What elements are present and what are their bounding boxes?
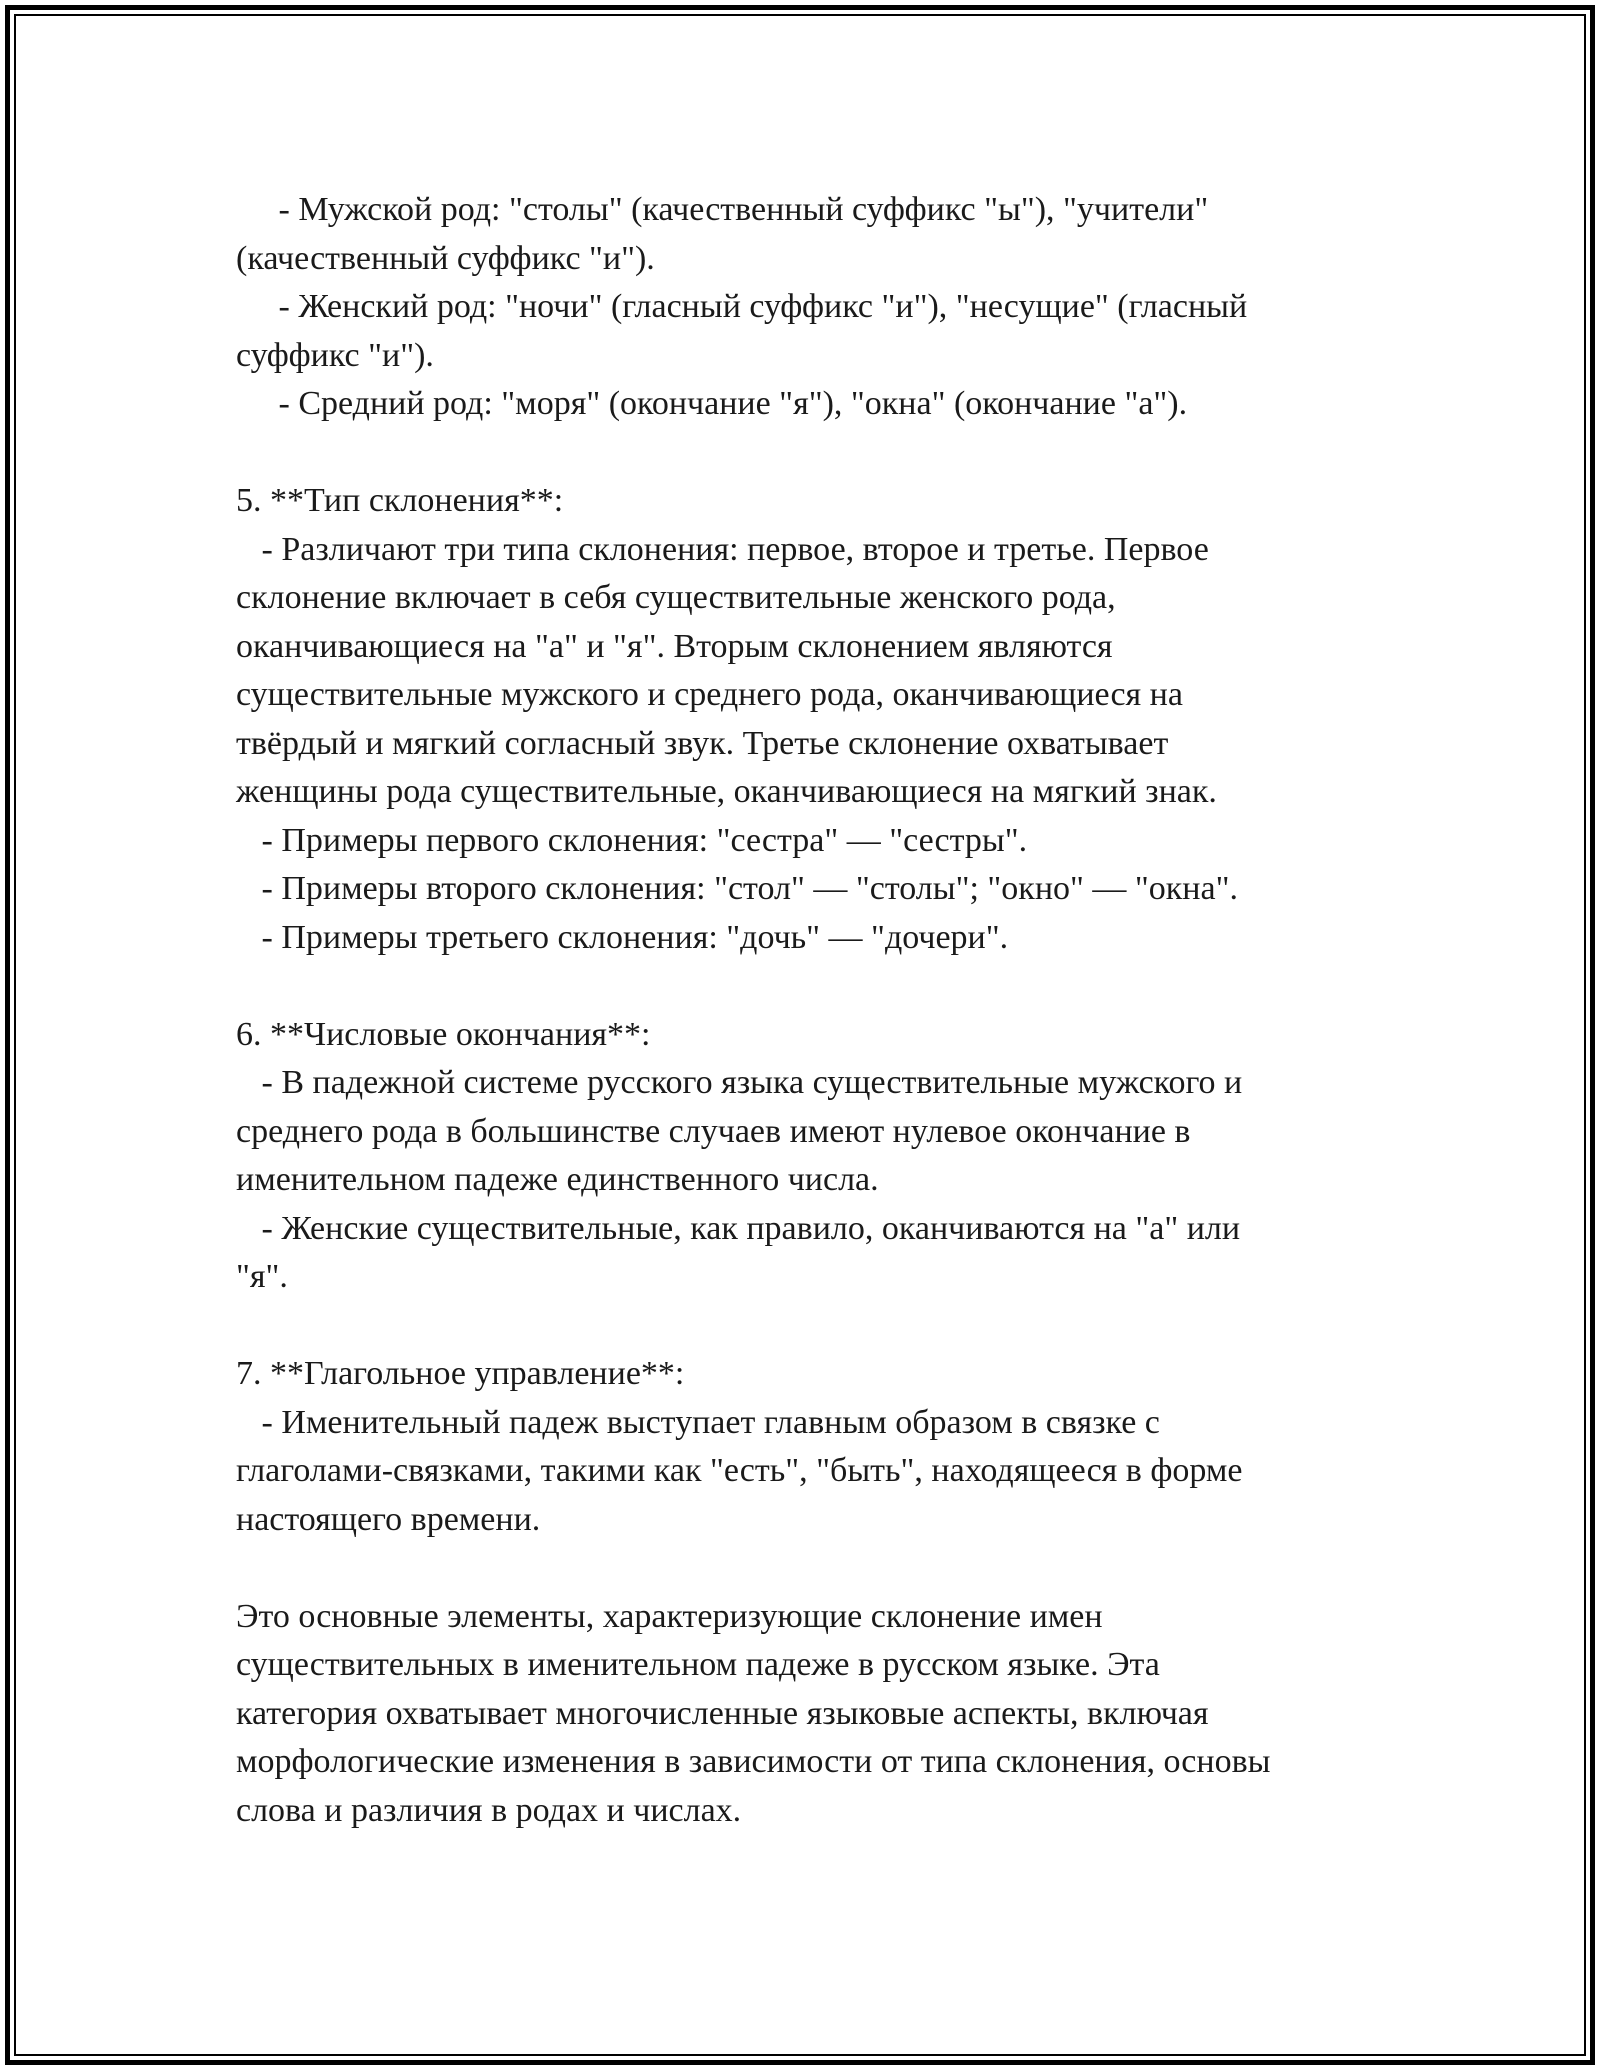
text-line: - Примеры второго склонения: "стол" — "столы"; "окно" — "окна". [236, 870, 1238, 907]
conclusion-line: Это основные элементы, характеризующие склонение имен [236, 1597, 1103, 1635]
section-heading: 5. **Тип склонения**: [236, 482, 564, 519]
blank-line [236, 429, 1366, 478]
text-line: - Примеры первого склонения: "сестра" — "сестры". [236, 821, 1028, 859]
blank-line [236, 962, 1366, 1011]
conclusion-line: морфологические изменения в зависимости от типа склонения, основы [236, 1743, 1271, 1780]
section-heading: 7. **Глагольное управление**: [236, 1355, 685, 1392]
text-line: среднего рода в большинстве случаев имеют нулевое окончание в [236, 1112, 1191, 1150]
text-line: именительном падеже единственного числа. [236, 1161, 879, 1198]
text-line: - Мужской род: "столы" (качественный суффикс "ы"), "учители" [236, 191, 1209, 228]
text-line: - Именительный падеж выступает главным образом в связке с [236, 1403, 1160, 1441]
text-line: (качественный суффикс "и"). [236, 239, 655, 277]
text-line: - Женский род: "ночи" (гласный суффикс "и"), "несущие" (гласный [236, 288, 1248, 325]
blank-line [236, 1544, 1366, 1593]
blank-line [236, 1302, 1366, 1351]
text-line: женщины рода существительные, оканчивающиеся на мягкий знак. [236, 773, 1217, 810]
text-line: - Женские существительные, как правило, оканчиваются на "а" или [236, 1209, 1241, 1247]
section-heading: 6. **Числовые окончания**: [236, 1015, 651, 1053]
text-line: - В падежной системе русского языка существительные мужского и [236, 1064, 1243, 1101]
text-line: глаголами-связками, такими как "есть", "быть", находящееся в форме [236, 1452, 1243, 1489]
conclusion-line: существительных в именительном падеже в русском языке. Эта [236, 1646, 1160, 1683]
text-line: оканчивающиеся на "а" и "я". Вторым склонением являются [236, 627, 1113, 665]
text-line: существительные мужского и среднего рода, оканчивающиеся на [236, 676, 1183, 713]
text-line: суффикс "и"). [236, 336, 434, 374]
conclusion-line: слова и различия в родах и числах. [236, 1791, 742, 1829]
text-line: - Примеры третьего склонения: "дочь" — "дочери". [236, 918, 1009, 956]
text-line: твёрдый и мягкий согласный звук. Третье склонение охватывает [236, 724, 1169, 762]
document-body [236, 186, 1366, 1835]
text-line: настоящего времени. [236, 1500, 541, 1538]
conclusion-line: категория охватывает многочисленные языковые аспекты, включая [236, 1694, 1209, 1732]
text-line: - Средний род: "моря" (окончание "я"), "окна" (окончание "а"). [236, 385, 1188, 422]
text-line: "я". [236, 1258, 288, 1295]
text-line: склонение включает в себя существительные женского рода, [236, 579, 1116, 616]
text-line: - Различают три типа склонения: первое, второе и третье. Первое [236, 530, 1209, 568]
